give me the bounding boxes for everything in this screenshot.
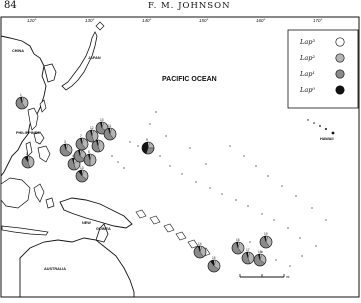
legend-swatch [336, 38, 344, 46]
scale-label: mi [286, 275, 290, 279]
label-philippines: PHILIPPINES [16, 131, 40, 135]
longitude-label-170: 170° [313, 18, 323, 23]
site-number: 9 [146, 138, 148, 142]
page-number: 84 [4, 0, 17, 11]
site-number: 11 [108, 124, 112, 128]
site-number: 1 [20, 93, 22, 97]
legend-label: Lap⁰ [300, 86, 315, 94]
page-header [0, 0, 361, 16]
legend-swatch [336, 86, 344, 94]
legend [288, 30, 358, 108]
label-japan: JAPAN [88, 56, 101, 60]
longitude-label-140: 140° [142, 18, 152, 23]
site-number: 19 [264, 232, 268, 236]
site-number: 2 [26, 152, 28, 156]
legend-label: Lap² [300, 54, 315, 62]
site-number: 15 [212, 256, 216, 260]
site-number: 12 [90, 126, 94, 130]
label-australia: AUSTRALIA [44, 267, 66, 271]
site-number: 10 [100, 118, 104, 122]
site-number: 14 [198, 242, 202, 246]
longitude-label-150: 150° [199, 18, 209, 23]
longitude-label-160: 160° [256, 18, 266, 23]
site-number: 17 [246, 248, 250, 252]
legend-swatch [336, 70, 344, 78]
label-guinea-line2: GUINEA [96, 227, 111, 231]
pacific-map-figure [0, 16, 361, 299]
legend-swatch [336, 54, 344, 62]
label-hawaii: HAWAII [320, 137, 334, 141]
label-china: CHINA [12, 49, 25, 53]
site-number: 7 [80, 134, 82, 138]
longitude-label-130: 130° [85, 18, 95, 23]
longitude-label-120: 120° [27, 18, 37, 23]
label-pacific-ocean: PACIFIC OCEAN [162, 76, 217, 83]
site-number: 6 [88, 150, 90, 154]
site-number: 4 [72, 154, 74, 158]
site-number: 13 [80, 166, 84, 170]
legend-label: Lap³ [300, 38, 315, 46]
page-author: F. M. JOHNSON [148, 1, 231, 11]
legend-label: Lap¹ [300, 70, 315, 78]
site-number: 16 [236, 238, 240, 242]
site-number: 3 [64, 140, 66, 144]
label-new-guinea-line1: NEW [82, 221, 91, 225]
legend-box [288, 30, 358, 108]
site-number: 18 [258, 250, 262, 254]
